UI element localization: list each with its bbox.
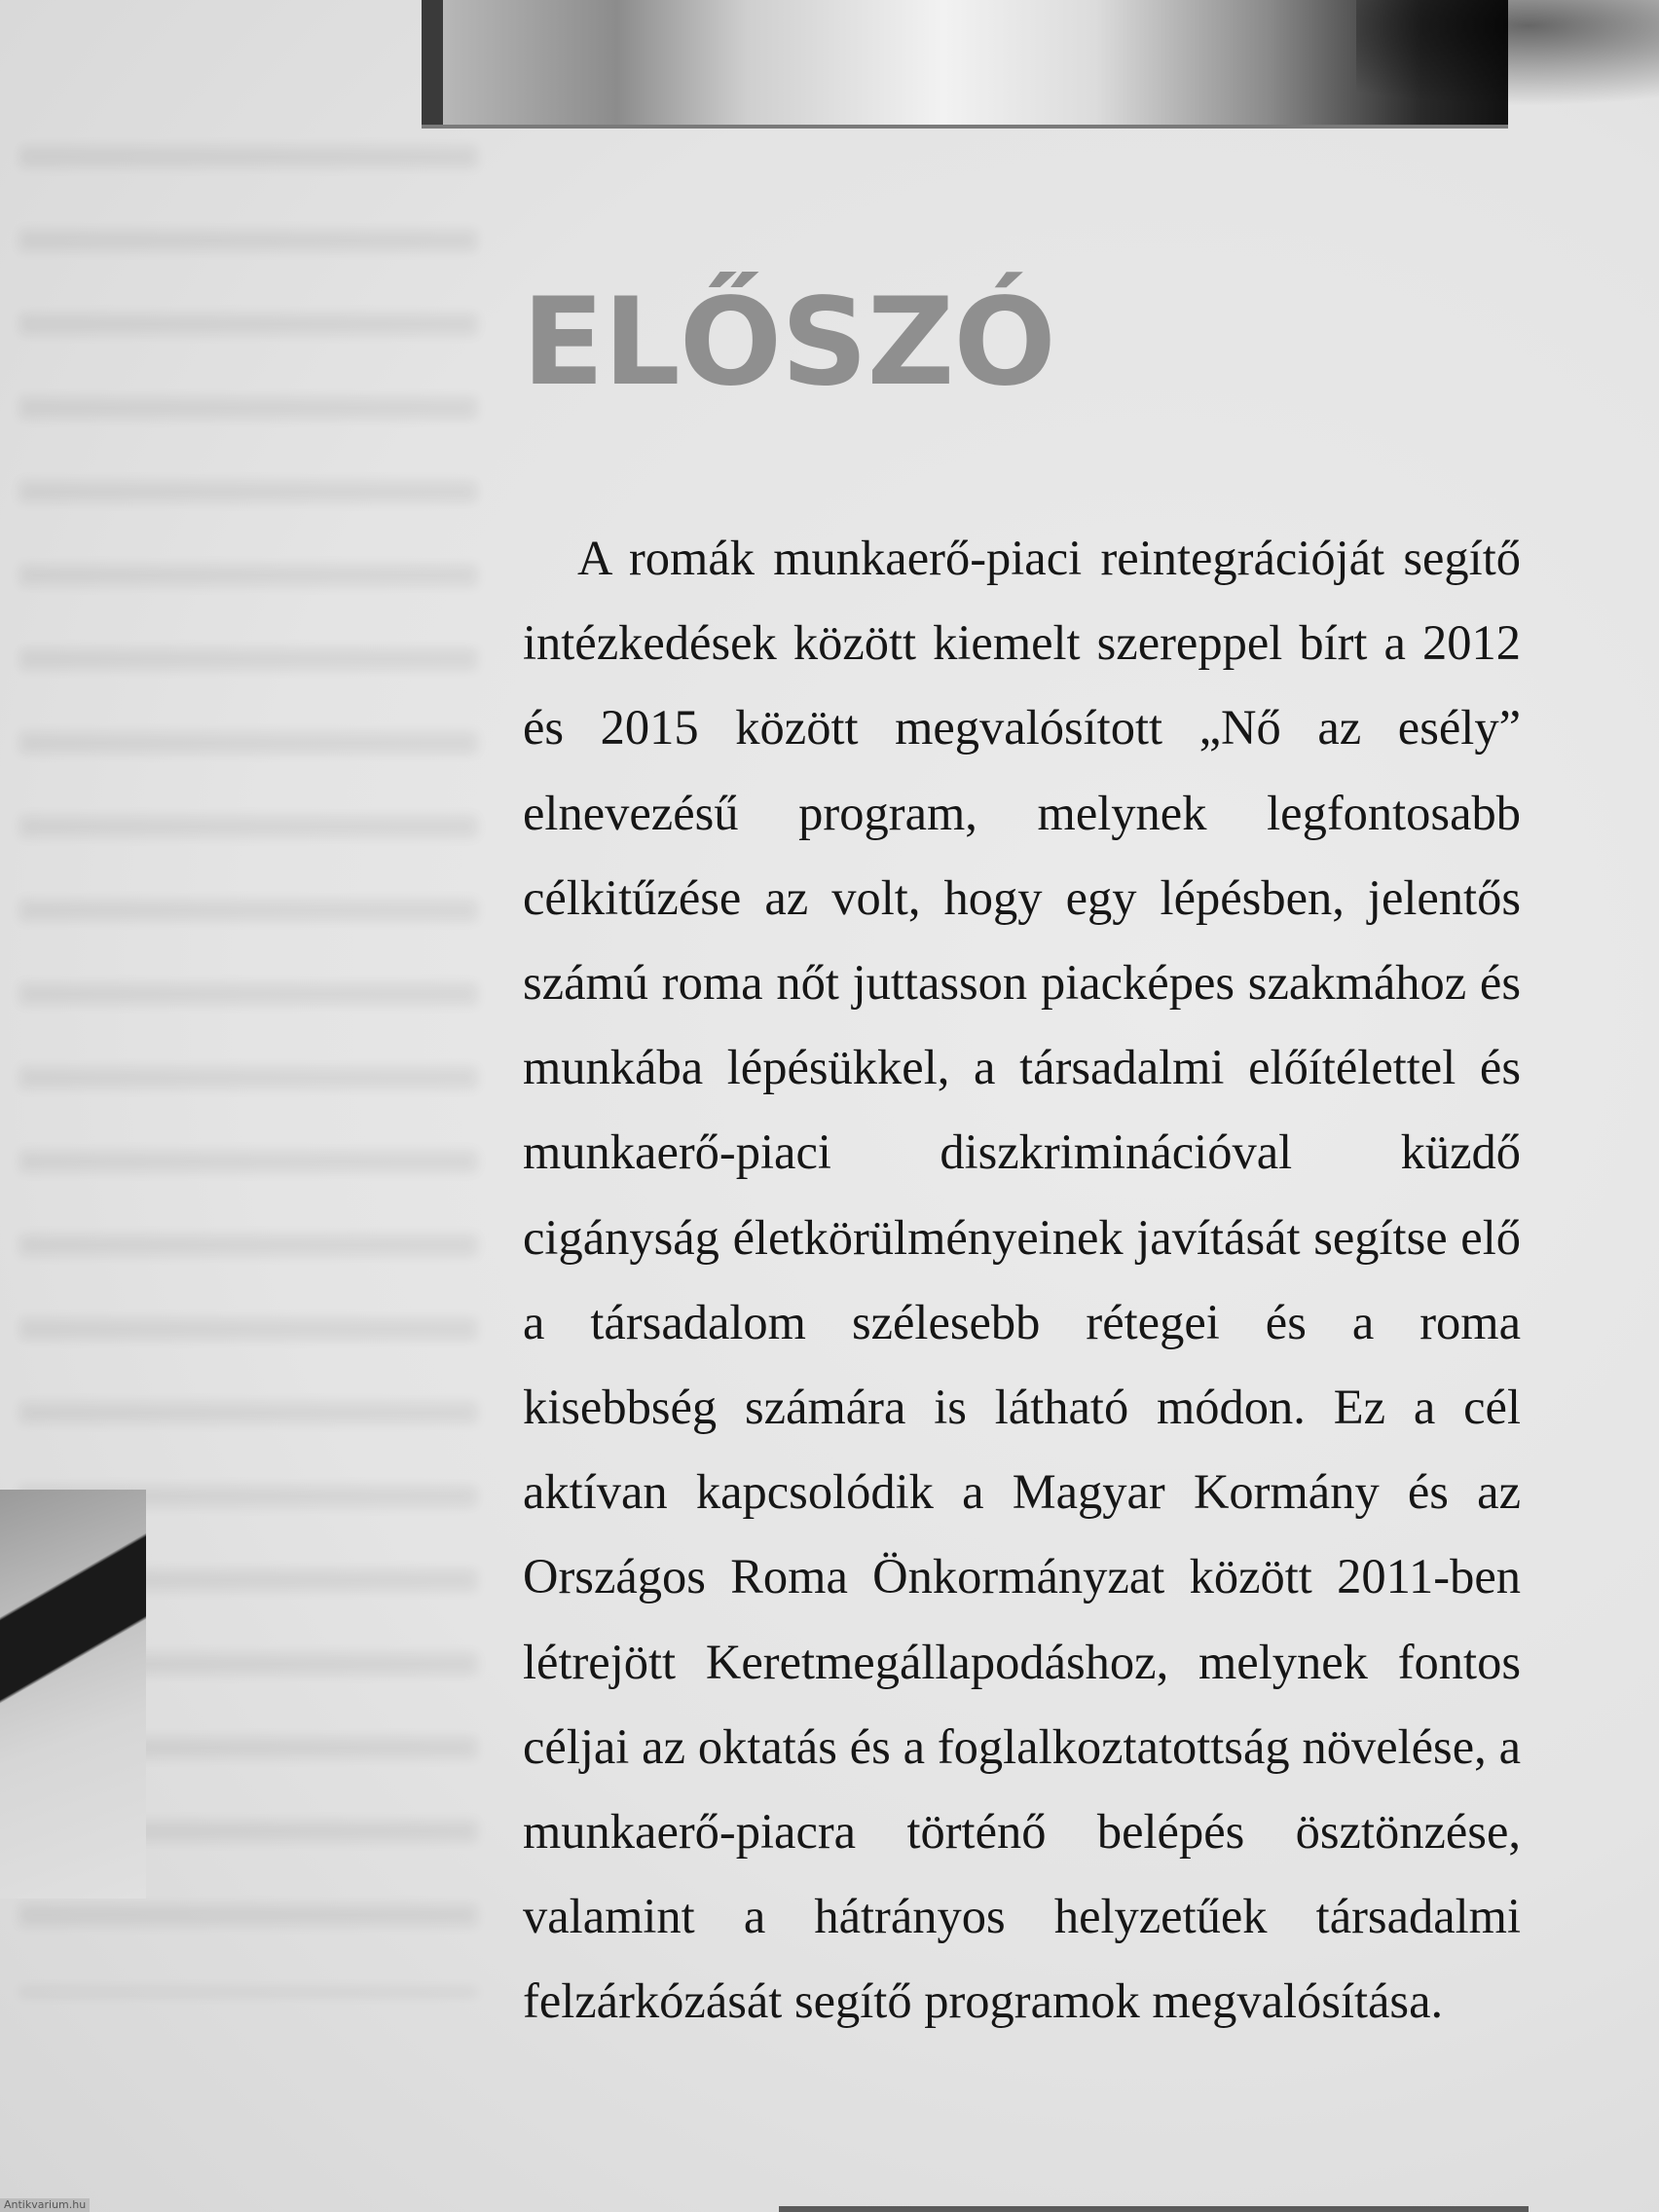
top-photo bbox=[422, 0, 1508, 129]
photo-shadow bbox=[1356, 0, 1659, 129]
bottom-divider bbox=[779, 2206, 1529, 2212]
page-title: ELŐSZÓ bbox=[522, 273, 1055, 413]
foreword-paragraph: A romák munkaerő-piaci reintegrációját segítő intézkedések között kiemelt szereppel bírt a 2012 és 2015 között megvalósított „Nő az esély” elnevezésű program, melynek legfontosabb célkitűzése az volt, hogy egy lépésben, jelentős számú roma nőt juttasson piacképes szakmához és munkába lépésükkel, a társadalmi előítélettel és munkaerő-piaci diszkriminációval küzdő cigányság életkörülményeinek javítását segítse elő a társadalom szélesebb rétegei és a roma kisebbség számára is látható módon. Ez a cél aktívan kapcsolódik a Magyar Kormány és az Országos Roma Önkormányzat között 2011-ben létrejött Keretmegállapodáshoz, melynek fontos céljai az oktatás és a foglalkoztatottság növelése, a munkaerő-piacra történő belépés ösztönzése, valamint a hátrányos helyzetűek társadalmi felzárkózását segítő programok megvalósítása. bbox=[523, 531, 1521, 2029]
left-photo-stripe bbox=[0, 1504, 146, 1796]
watermark-label: Antikvarium.hu bbox=[0, 2198, 90, 2212]
